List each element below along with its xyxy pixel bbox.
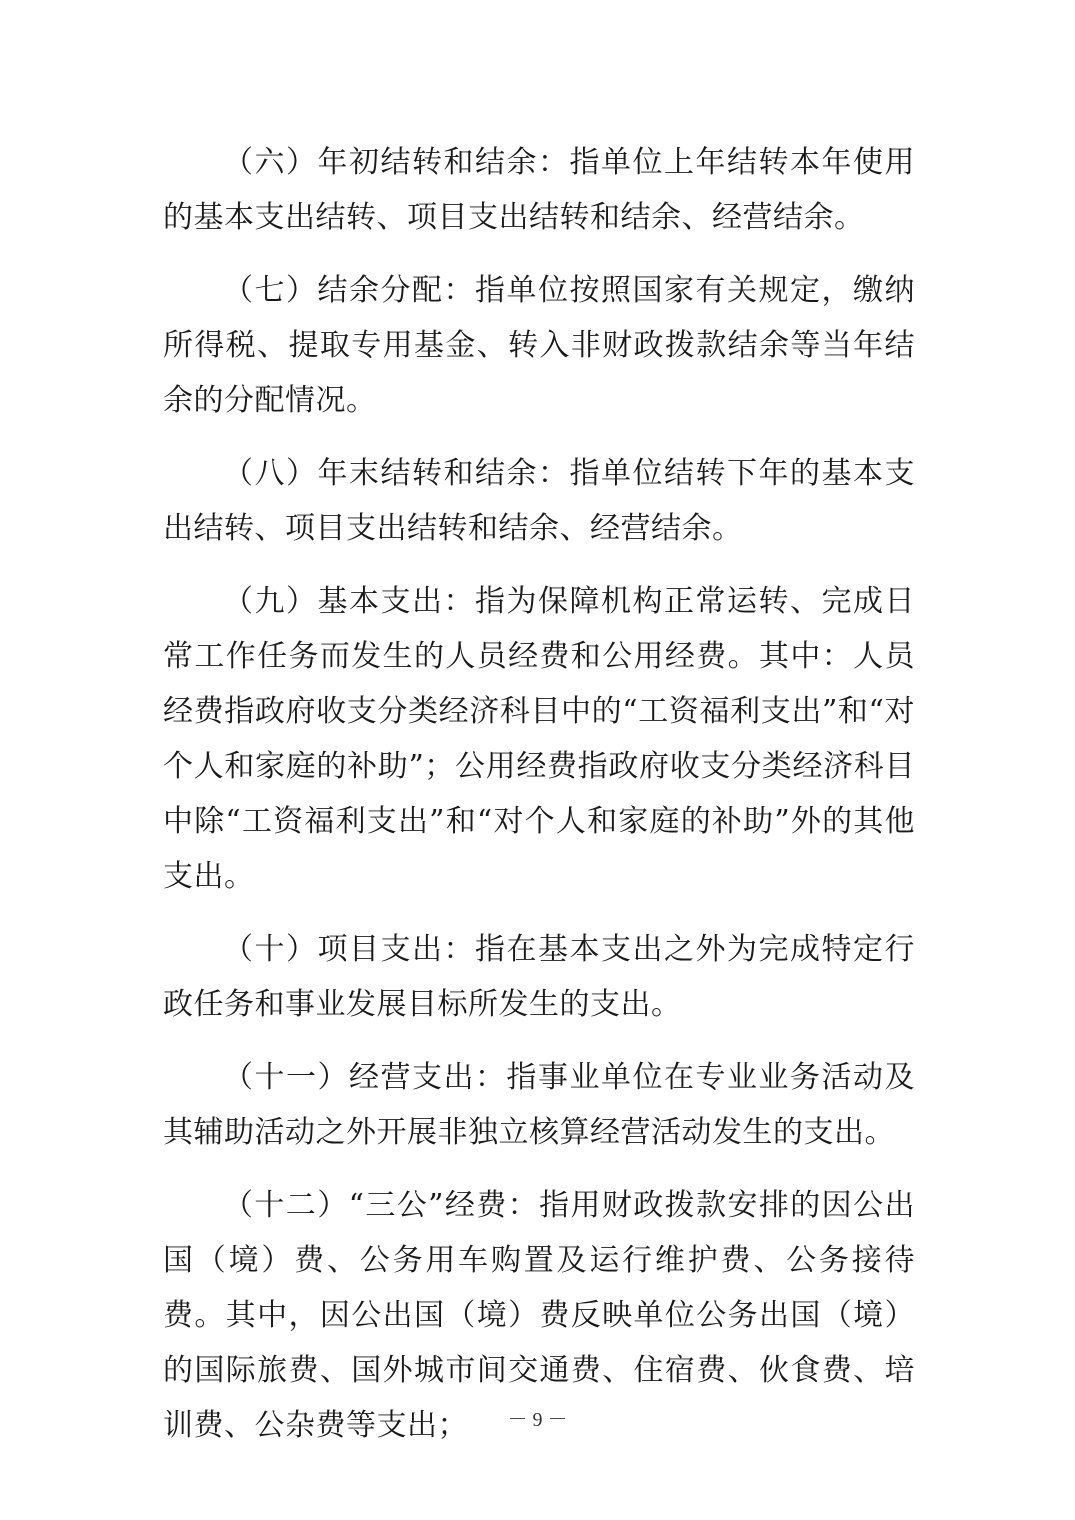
paragraph-carryover-start-of-year: （六）年初结转和结余：指单位上年结转本年使用的基本支出结转、项目支出结转和结余、经营结余。 [163, 145, 915, 235]
paragraph-carryover-end-of-year: （八）年末结转和结余：指单位结转下年的基本支出结转、项目支出结转和结余、经营结余。 [163, 456, 915, 546]
paragraph-project-expenditure: （十）项目支出：指在基本支出之外为完成特定行政任务和事业发展目标所发生的支出。 [163, 932, 915, 1022]
document-body [163, 135, 915, 1471]
paragraph-operating-expenditure: （十一）经营支出：指事业单位在专业业务活动及其辅助活动之外开展非独立核算经营活动发生的支出。 [163, 1060, 915, 1150]
paragraph-three-public-expenses: （十二）“三公”经费：指用财政拨款安排的因公出国（境）费、公务用车购置及运行维护费、公务接待费。其中，因公出国（境）费反映单位公务出国（境）的国际旅费、国外城市间交通费、住宿费、伙食费、培训费、公杂费等支出； [163, 1188, 915, 1443]
paragraph-basic-expenditure: （九）基本支出：指为保障机构正常运转、完成日常工作任务而发生的人员经费和公用经费。其中：人员经费指政府收支分类经济科目中的“工资福利支出”和“对个人和家庭的补助”；公用经费指政府收支分类经济科目中除“工资福利支出”和“对个人和家庭的补助”外的其他支出。 [163, 584, 915, 894]
page-number: － 9 － [507, 1409, 568, 1431]
paragraph-surplus-distribution: （七）结余分配：指单位按照国家有关规定，缴纳所得税、提取专用基金、转入非财政拨款结余等当年结余的分配情况。 [163, 273, 915, 418]
